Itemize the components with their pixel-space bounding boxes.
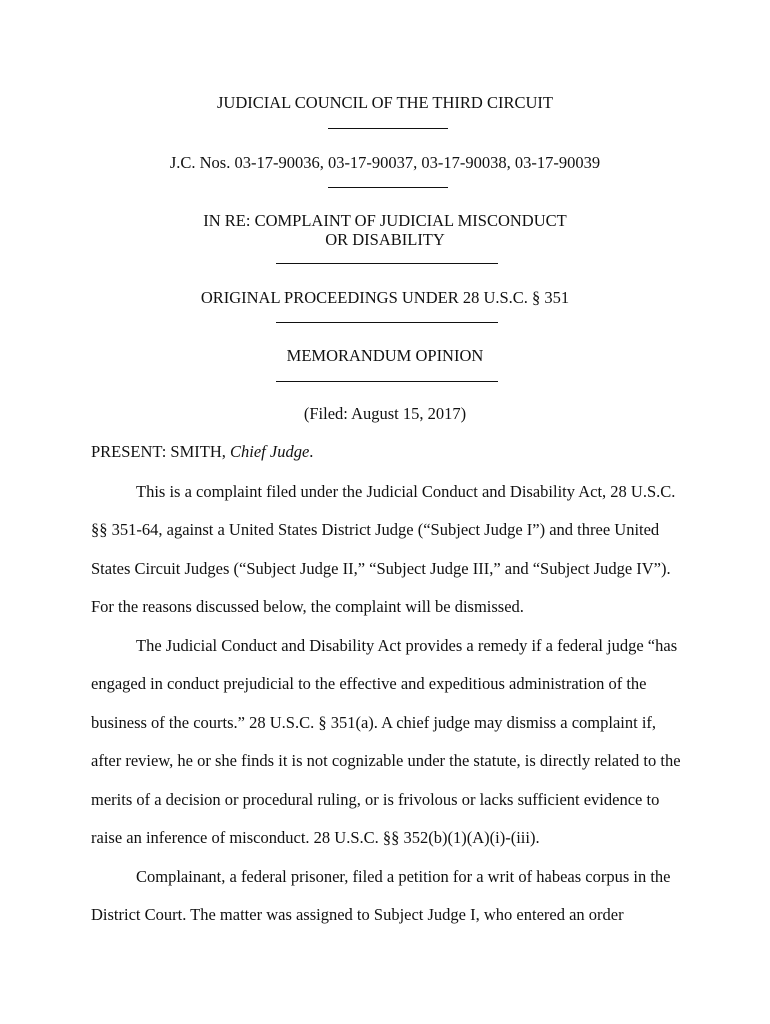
divider-rule xyxy=(328,128,448,129)
filed-date: (Filed: August 15, 2017) xyxy=(303,404,467,423)
in-re-line-1: IN RE: COMPLAINT OF JUDICIAL MISCONDUCT xyxy=(203,211,567,230)
in-re-line-2: OR DISABILITY xyxy=(325,230,445,249)
court-title: JUDICIAL COUNCIL OF THE THIRD CIRCUIT xyxy=(217,93,553,112)
body-line: States Circuit Judges (“Subject Judge II,” “Subject Judge III,” and “Subject Judge IV”). xyxy=(91,559,671,578)
present-line xyxy=(91,442,691,462)
divider-rule xyxy=(276,322,498,323)
body-line: raise an inference of misconduct. 28 U.S.C. §§ 352(b)(1)(A)(i)-(iii). xyxy=(91,828,540,847)
divider-rule xyxy=(276,381,498,382)
body-line: after review, he or she finds it is not cognizable under the statute, is directly related to the xyxy=(91,751,681,770)
body-line: Complainant, a federal prisoner, filed a petition for a writ of habeas corpus in the xyxy=(136,867,671,886)
body-line: merits of a decision or procedural ruling, or is frivolous or lacks sufficient evidence to xyxy=(91,790,660,809)
divider-rule xyxy=(276,263,498,264)
body-line: The Judicial Conduct and Disability Act provides a remedy if a federal judge “has xyxy=(136,636,678,655)
present-prefix: PRESENT: SMITH, xyxy=(91,442,230,461)
document-type: MEMORANDUM OPINION xyxy=(286,346,484,365)
case-numbers: J.C. Nos. 03-17-90036, 03-17-90037, 03-17-90038, 03-17-90039 xyxy=(169,153,601,172)
body-line: engaged in conduct prejudicial to the effective and expeditious administration of the xyxy=(91,674,647,693)
proceedings-heading: ORIGINAL PROCEEDINGS UNDER 28 U.S.C. § 351 xyxy=(200,288,570,307)
body-line: For the reasons discussed below, the complaint will be dismissed. xyxy=(91,597,524,616)
body-line: District Court. The matter was assigned to Subject Judge I, who entered an order xyxy=(91,905,624,924)
body-line: This is a complaint filed under the Judicial Conduct and Disability Act, 28 U.S.C. xyxy=(136,482,676,501)
body-line: business of the courts.” 28 U.S.C. § 351(a). A chief judge may dismiss a complaint if, xyxy=(91,713,657,732)
present-title: Chief Judge xyxy=(230,442,310,461)
present-suffix: . xyxy=(309,442,314,461)
divider-rule xyxy=(328,187,448,188)
body-line: §§ 351-64, against a United States District Judge (“Subject Judge I”) and three United xyxy=(91,520,660,539)
